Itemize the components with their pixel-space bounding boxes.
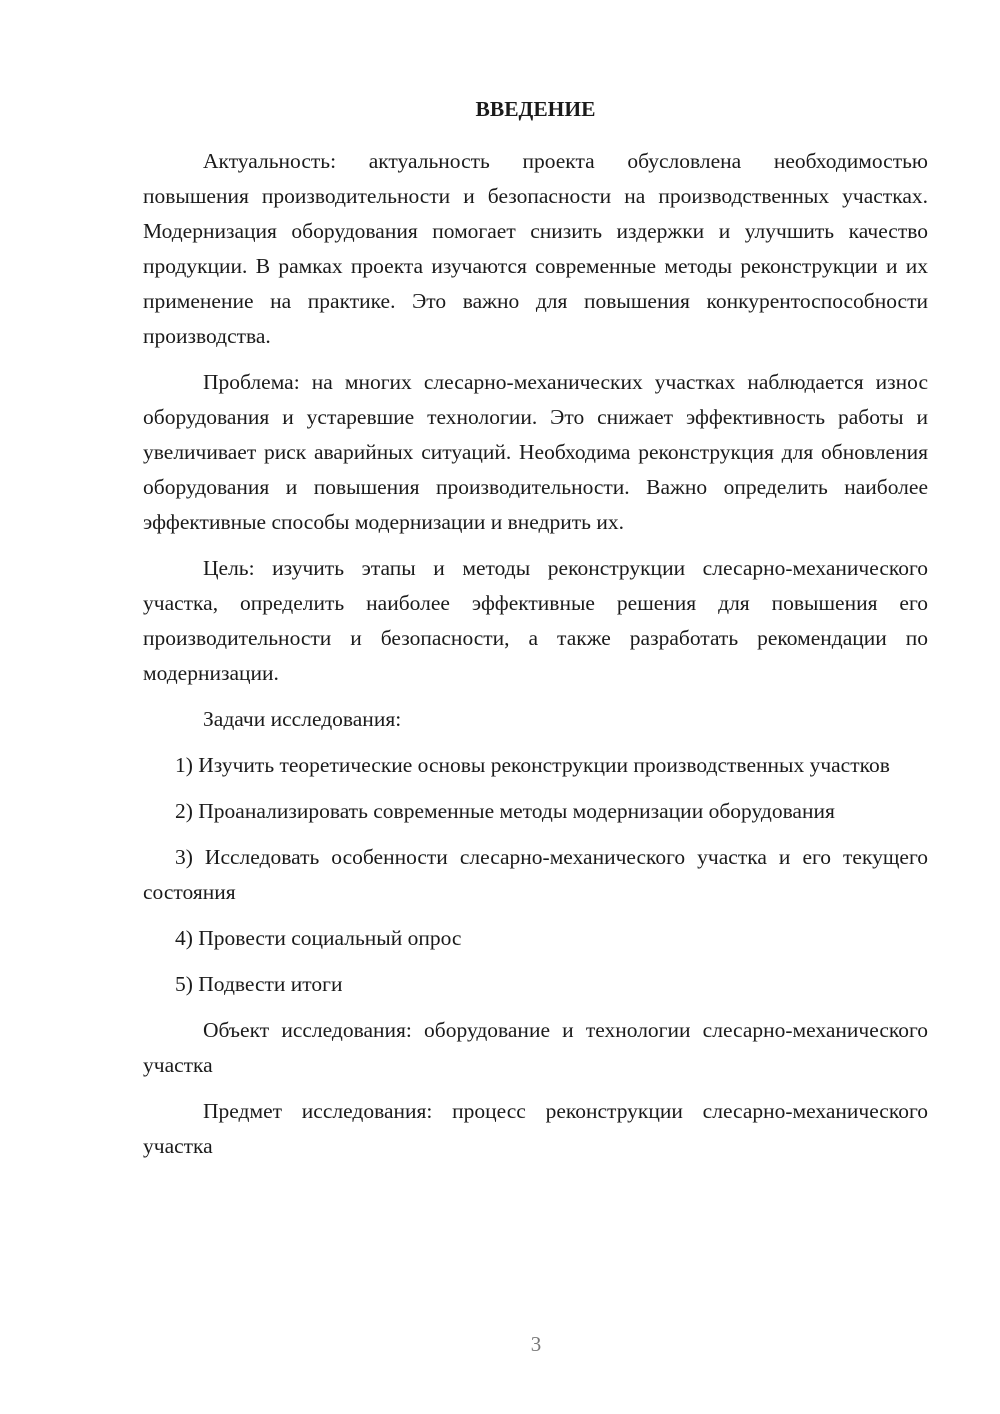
page-title: ВВЕДЕНИЕ <box>475 97 596 121</box>
problem-paragraph: Проблема: на многих слесарно-механических участках наблюдается износ оборудования и устаревшие технологии. Это снижает эффективность работы и увеличивает риск аварийных ситуаций. Необходима реконструкция для обновления оборудования и повышения производительности. Важно определить наиболее эффективные способы модернизации и внедрить их. <box>143 370 928 534</box>
task-item-4: 4) Провести социальный опрос <box>175 926 462 950</box>
relevance-paragraph: Актуальность: актуальность проекта обусловлена необходимостью повышения производительности и безопасности на производственных участках. Модернизация оборудования помогает снизить издержки и улучшить качество продукции. В рамках проекта изучаются современные методы реконструкции и их применение на практике. Это важно для повышения конкурентоспособности производства. <box>143 149 928 348</box>
document-page <box>143 92 928 1164</box>
subject-paragraph: Предмет исследования: процесс реконструкции слесарно-механического участка <box>143 1099 928 1158</box>
object-paragraph: Объект исследования: оборудование и технологии слесарно-механического участка <box>143 1018 928 1077</box>
task-item-1: 1) Изучить теоретические основы реконструкции производственных участков <box>175 753 890 777</box>
tasks-heading: Задачи исследования: <box>203 707 402 731</box>
goal-paragraph: Цель: изучить этапы и методы реконструкции слесарно-механического участка, определить наиболее эффективные решения для повышения его производительности и безопасности, а также разработать рекомендации по модернизации. <box>143 556 928 685</box>
task-item-2: 2) Проанализировать современные методы модернизации оборудования <box>175 799 835 823</box>
task-item-5: 5) Подвести итоги <box>175 972 343 996</box>
page-number: 3 <box>530 1332 542 1356</box>
task-item-3: 3) Исследовать особенности слесарно-механического участка и его текущего состояния <box>143 845 928 904</box>
